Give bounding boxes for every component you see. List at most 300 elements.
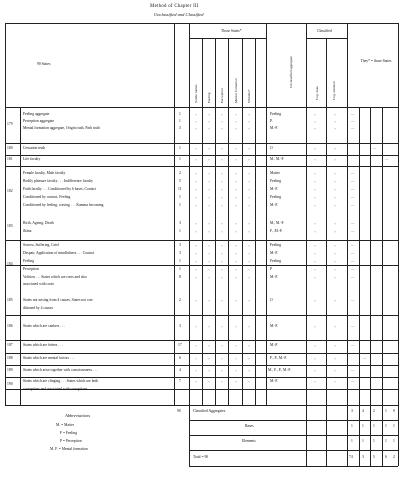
summary-cell: 5	[373, 455, 375, 459]
ditto-mark: ,,	[208, 195, 210, 199]
ditto-mark: ,,	[248, 324, 250, 328]
summary-cell: 1	[385, 424, 387, 428]
col-header-90-states: 90 States	[37, 62, 51, 66]
ditto-mark: ,,	[235, 243, 237, 247]
ditto-mark: ,,	[208, 171, 210, 175]
ditto-mark: ,,	[221, 157, 223, 161]
ditto-mark: ,,	[195, 368, 197, 372]
dash-mark: —	[351, 203, 355, 207]
ditto-mark: ,,	[334, 324, 336, 328]
ditto-mark: ,,	[334, 171, 336, 175]
summary-cell: 2	[393, 455, 395, 459]
row-aggregate: M.-F.	[270, 379, 279, 383]
row-count: 3	[179, 126, 181, 130]
ditto-mark: ,,	[235, 267, 237, 271]
ditto-mark: ,,	[208, 203, 210, 207]
row-count: 3	[179, 324, 181, 328]
ditto-mark: ,,	[208, 379, 210, 383]
ditto-mark: ,,	[195, 267, 197, 271]
ditto-mark: ,,	[195, 298, 197, 302]
ditto-mark: ,,	[235, 229, 237, 233]
ditto-mark: ,,	[334, 229, 336, 233]
summary-cell: 1	[362, 439, 364, 443]
row-label: Bodily pleasure faculty . . . Indifference faculty	[23, 179, 93, 183]
ditto-mark: ,,	[334, 119, 336, 123]
summary-cell: 4	[362, 409, 364, 413]
ditto-mark: ,,	[221, 298, 223, 302]
row-label: States which arise together with consciousness . . .	[23, 368, 98, 372]
ditto-mark: ,,	[195, 179, 197, 183]
col-header-nibbana: Nibbāna*	[247, 89, 251, 103]
summary-cell: 6	[385, 455, 387, 459]
ditto-mark: ,,	[334, 112, 336, 116]
ditto-mark: ,,	[195, 251, 197, 255]
ditto-mark: ,,	[195, 146, 197, 150]
ditto-mark: ,,	[195, 275, 197, 279]
ditto-mark: ,,	[314, 221, 316, 225]
ditto-mark: ,,	[248, 195, 250, 199]
ditto-mark: ,,	[195, 229, 197, 233]
ditto-mark: ,,	[221, 112, 223, 116]
ditto-mark: ,,	[208, 356, 210, 360]
ditto-mark: ,,	[314, 259, 316, 263]
row-count: 6	[179, 356, 181, 360]
ditto-mark: ,,	[314, 298, 316, 302]
ditto-mark: ,,	[221, 356, 223, 360]
row-count: 11	[178, 187, 182, 191]
row-number: 188	[7, 356, 13, 360]
ditto-mark: ,,	[314, 195, 316, 199]
page-header: Method of Chapter III	[150, 4, 199, 9]
ditto-mark: ,,	[195, 126, 197, 130]
ditto-mark: ,,	[314, 251, 316, 255]
abbreviation-item: F = Feeling	[60, 431, 78, 435]
ditto-mark: ,,	[314, 171, 316, 175]
ditto-mark: ,,	[314, 119, 316, 123]
row-aggregate: Feeling	[270, 179, 282, 183]
ditto-mark: ,,	[221, 379, 223, 383]
row-label: Volition . . . States which are roots and also	[23, 275, 87, 279]
ditto-mark: ,,	[195, 221, 197, 225]
ditto-mark: ,,	[334, 179, 336, 183]
dash-mark: —	[351, 119, 355, 123]
col-header-sublte-matter: Sublte matter	[194, 84, 198, 103]
ditto-mark: ,,	[208, 251, 210, 255]
ditto-mark: ,,	[248, 368, 250, 372]
dash-mark: —	[351, 112, 355, 116]
ditto-mark: ,,	[221, 343, 223, 347]
dash-mark: —	[351, 259, 355, 263]
row-label: States which are mental factors . . .	[23, 356, 75, 360]
summary-cell: 1	[373, 439, 375, 443]
row-label: Conditioned by contact, Feeling	[23, 195, 71, 199]
ditto-mark: ,,	[195, 324, 197, 328]
row-label: Life faculty	[23, 157, 41, 161]
ditto-mark: ,,	[314, 343, 316, 347]
ditto-mark: ,,	[235, 298, 237, 302]
ditto-mark: ,,	[314, 187, 316, 191]
row-label: Cessation truth	[23, 146, 46, 150]
ditto-mark: ,,	[195, 356, 197, 360]
row-aggregate: Feeling	[270, 112, 282, 116]
row-aggregate: M., M.-F.	[270, 157, 285, 161]
ditto-mark: ,,	[235, 179, 237, 183]
summary-cell: 0	[393, 409, 395, 413]
row-label: States not arising from 4 causes, States not con-	[23, 298, 94, 302]
ditto-mark: ,,	[221, 243, 223, 247]
ditto-mark: ,,	[334, 203, 336, 207]
row-number: 182	[7, 189, 13, 193]
abbreviation-item: M. F. = Mental formation	[50, 447, 88, 451]
abbreviation-item: M. = Matter	[56, 423, 74, 427]
row-label: Faith faculty . . . Conditioned by 6 bases, Contact	[23, 187, 97, 191]
ditto-mark: ,,	[208, 275, 210, 279]
ditto-mark: ,,	[221, 203, 223, 207]
ditto-mark: ,,	[235, 356, 237, 360]
ditto-mark: ,,	[208, 179, 210, 183]
ditto-mark: ,,	[195, 195, 197, 199]
row-count: 4	[179, 368, 181, 372]
col-header-classified: Classified	[317, 29, 332, 33]
ditto-mark: ,,	[195, 157, 197, 161]
dash-mark: —	[351, 298, 355, 302]
ditto-mark: ,,	[248, 259, 250, 263]
dash-mark: —	[351, 171, 355, 175]
row-label: Perception	[23, 267, 39, 271]
row-label: corruptions and associated with corruptions	[23, 387, 88, 391]
summary-cell: 1	[351, 424, 353, 428]
ditto-mark: ,,	[235, 251, 237, 255]
row-label: Mental formation aggregate, Origin truth, Path truth	[23, 126, 100, 130]
row-aggregate: M.-F.	[270, 126, 279, 130]
row-label: ditioned by 4 causes	[23, 306, 54, 310]
row-count: 2	[179, 298, 181, 302]
page-subheader: Unclassified and Classified	[154, 12, 204, 17]
row-label: States which are clinging . . . States which are both	[23, 379, 99, 383]
summary-cell: 1	[373, 424, 375, 428]
row-aggregate: Feeling	[270, 259, 282, 263]
row-label: Feeling aggregate	[23, 112, 50, 116]
row-label: States which are fetters . . .	[23, 343, 63, 347]
row-number: 189	[7, 368, 13, 372]
row-aggregate: M., M.-F.	[270, 221, 285, 225]
summary-cell: 1	[385, 409, 387, 413]
ditto-mark: ,,	[248, 229, 250, 233]
row-aggregate: O	[270, 146, 273, 150]
row-number: 185	[7, 298, 13, 302]
ditto-mark: ,,	[314, 112, 316, 116]
row-count: 1	[179, 229, 181, 233]
row-aggregate: P	[270, 267, 273, 271]
ditto-mark: ,,	[208, 259, 210, 263]
ditto-mark: ,,	[334, 146, 336, 150]
ditto-mark: ,,	[208, 267, 210, 271]
ditto-mark: ,,	[248, 119, 250, 123]
dash-mark: —	[351, 229, 355, 233]
ditto-mark: ,,	[334, 379, 336, 383]
row-number: 181	[7, 157, 13, 161]
row-label: Perception aggregate	[23, 119, 55, 123]
summary-elements-label: Elements	[242, 439, 256, 443]
dash-mark: —	[351, 221, 355, 225]
abbreviations-title: Abbreviations	[65, 413, 91, 418]
ditto-mark: ,,	[248, 112, 250, 116]
row-count: 1	[179, 203, 181, 207]
ditto-mark: ,,	[314, 203, 316, 207]
ditto-mark: ,,	[208, 229, 210, 233]
ditto-mark: ,,	[195, 259, 197, 263]
row-count: 3	[179, 221, 181, 225]
col-header-perception: Perception	[220, 88, 224, 103]
dash-mark: —	[385, 157, 389, 161]
row-count: 1	[179, 195, 181, 199]
ditto-mark: ,,	[208, 146, 210, 150]
row-label: Birth, Ageing, Death	[23, 221, 54, 225]
ditto-mark: ,,	[334, 195, 336, 199]
ditto-mark: ,,	[221, 368, 223, 372]
col-header-mental-formation: Mental formation	[234, 78, 238, 103]
ditto-mark: ,,	[334, 251, 336, 255]
ditto-mark: ,,	[208, 324, 210, 328]
dash-mark: —	[351, 324, 355, 328]
ditto-mark: ,,	[248, 171, 250, 175]
dash-mark: —	[351, 368, 355, 372]
summary-cell: 1	[393, 424, 395, 428]
ditto-mark: ,,	[221, 251, 223, 255]
summary-bases-label: Bases	[245, 424, 254, 428]
ditto-mark: ,,	[221, 324, 223, 328]
row-aggregate: M., F., P., M.-F.	[268, 368, 292, 372]
row-number: 179	[7, 122, 13, 126]
ditto-mark: ,,	[248, 146, 250, 150]
row-aggregate: M.-F.	[270, 324, 279, 328]
ditto-mark: ,,	[208, 298, 210, 302]
ditto-mark: ,,	[334, 157, 336, 161]
row-label: Sorrow, Suffering, Grief	[23, 243, 59, 247]
ditto-mark: ,,	[334, 187, 336, 191]
ditto-mark: ,,	[235, 157, 237, 161]
ditto-mark: ,,	[248, 203, 250, 207]
dash-mark: —	[351, 343, 355, 347]
row-count: 3	[179, 251, 181, 255]
ditto-mark: ,,	[221, 275, 223, 279]
ditto-mark: ,,	[235, 146, 237, 150]
row-aggregate: F., P., M.-F.	[270, 356, 288, 360]
row-aggregate: P.	[270, 119, 273, 123]
col-header-those-states: Those States*	[221, 29, 242, 33]
ditto-mark: ,,	[195, 203, 197, 207]
row-aggregate: M.-F.	[270, 187, 279, 191]
ditto-mark: ,,	[235, 203, 237, 207]
ditto-mark: ,,	[221, 146, 223, 150]
summary-cell: 1	[351, 439, 353, 443]
abbreviation-item: P = Perception	[60, 439, 82, 443]
ditto-mark: ,,	[195, 112, 197, 116]
ditto-mark: ,,	[334, 356, 336, 360]
ditto-mark: ,,	[334, 343, 336, 347]
ditto-mark: ,,	[221, 179, 223, 183]
ditto-mark: ,,	[314, 379, 316, 383]
row-number: 186	[7, 324, 13, 328]
ditto-mark: ,,	[334, 259, 336, 263]
row-label: Female faculty, Male faculty	[23, 171, 66, 175]
col-header-cog-element: Cog. element	[332, 81, 336, 100]
summary-total-count: 90	[177, 409, 181, 413]
row-aggregate: Feeling	[270, 195, 282, 199]
ditto-mark: ,,	[314, 275, 316, 279]
ditto-mark: ,,	[235, 324, 237, 328]
ditto-mark: ,,	[208, 187, 210, 191]
ditto-mark: ,,	[235, 195, 237, 199]
ditto-mark: ,,	[235, 221, 237, 225]
ditto-mark: ,,	[334, 126, 336, 130]
ditto-mark: ,,	[208, 243, 210, 247]
ditto-mark: ,,	[221, 119, 223, 123]
ditto-mark: ,,	[235, 119, 237, 123]
dash-mark: —	[351, 126, 355, 130]
ditto-mark: ,,	[235, 126, 237, 130]
ditto-mark: ,,	[208, 126, 210, 130]
row-count: 7	[179, 379, 181, 383]
ditto-mark: ,,	[248, 298, 250, 302]
ditto-mark: ,,	[314, 229, 316, 233]
dash-mark: —	[351, 267, 355, 271]
row-label: Jhāna	[23, 229, 32, 233]
summary-cell: 74	[349, 455, 353, 459]
ditto-mark: ,,	[248, 267, 250, 271]
row-aggregate: O	[270, 298, 273, 302]
row-count: 1	[179, 267, 181, 271]
col-header-cog-base: Cog. base	[315, 86, 319, 100]
row-count: 5	[179, 179, 181, 183]
ditto-mark: ,,	[195, 119, 197, 123]
dash-mark: —	[363, 356, 367, 360]
ditto-mark: ,,	[248, 343, 250, 347]
summary-cell: 3	[362, 455, 364, 459]
row-count: 1	[179, 119, 181, 123]
ditto-mark: ,,	[221, 229, 223, 233]
ditto-mark: ,,	[314, 243, 316, 247]
ditto-mark: ,,	[248, 275, 250, 279]
ditto-mark: ,,	[334, 243, 336, 247]
ditto-mark: ,,	[248, 179, 250, 183]
ditto-mark: ,,	[208, 157, 210, 161]
ditto-mark: ,,	[195, 187, 197, 191]
ditto-mark: ,,	[221, 171, 223, 175]
row-count: 3	[179, 243, 181, 247]
ditto-mark: ,,	[314, 267, 316, 271]
ditto-mark: ,,	[248, 187, 250, 191]
dash-mark: —	[351, 179, 355, 183]
ditto-mark: ,,	[235, 379, 237, 383]
ditto-mark: ,,	[208, 221, 210, 225]
row-label: Conditioned by feeling, craving . . . Kamma becoming	[23, 203, 104, 207]
summary-total-label: Total = 90	[193, 455, 209, 459]
ditto-mark: ,,	[221, 126, 223, 130]
ditto-mark: ,,	[314, 324, 316, 328]
ditto-mark: ,,	[235, 259, 237, 263]
ditto-mark: ,,	[235, 171, 237, 175]
row-label: Despair, Application of mindfulness . . . Contact	[23, 251, 95, 255]
ditto-mark: ,,	[248, 251, 250, 255]
row-aggregate: M.-F.	[270, 203, 279, 207]
row-aggregate: Matter	[270, 171, 280, 175]
row-aggregate: M.-F.	[270, 275, 279, 279]
row-count: 1	[179, 259, 181, 263]
ditto-mark: ,,	[221, 259, 223, 263]
summary-cell: 3	[351, 409, 353, 413]
ditto-mark: ,,	[221, 187, 223, 191]
dash-mark: —	[373, 146, 377, 150]
row-label: States which are cankers . . .	[23, 324, 65, 328]
row-aggregate: M.-F.	[270, 251, 279, 255]
row-number: 183	[7, 224, 13, 228]
row-label: Feeling	[23, 259, 35, 263]
ditto-mark: ,,	[235, 275, 237, 279]
ditto-mark: ,,	[314, 126, 316, 130]
ditto-mark: ,,	[334, 221, 336, 225]
row-label: associated with roots	[23, 282, 54, 286]
summary-cell: 1	[385, 439, 387, 443]
ditto-mark: ,,	[208, 112, 210, 116]
dash-mark: —	[351, 251, 355, 255]
ditto-mark: ,,	[314, 368, 316, 372]
ditto-mark: ,,	[221, 267, 223, 271]
row-aggregate: Feeling	[270, 243, 282, 247]
row-count: 2	[179, 171, 181, 175]
row-count: 8	[179, 275, 181, 279]
ditto-mark: ,,	[235, 368, 237, 372]
ditto-mark: ,,	[248, 126, 250, 130]
row-count: 17	[178, 343, 182, 347]
col-header-feeling: Feeling	[207, 92, 211, 103]
ditto-mark: ,,	[235, 112, 237, 116]
ditto-mark: ,,	[314, 157, 316, 161]
row-number: 180	[7, 146, 13, 150]
summary-classified-aggregates-label: Classified Aggregates	[193, 409, 226, 413]
row-number: 184	[7, 262, 13, 266]
ditto-mark: ,,	[195, 379, 197, 383]
row-number: 190	[7, 382, 13, 386]
ditto-mark: ,,	[208, 368, 210, 372]
ditto-mark: ,,	[221, 221, 223, 225]
ditto-mark: ,,	[248, 379, 250, 383]
summary-cell: 1	[393, 439, 395, 443]
ditto-mark: ,,	[208, 343, 210, 347]
dash-mark: —	[351, 243, 355, 247]
summary-cell: 2	[373, 409, 375, 413]
ditto-mark: ,,	[334, 275, 336, 279]
row-aggregate: M.-F.	[270, 343, 279, 347]
ditto-mark: ,,	[195, 171, 197, 175]
row-count: 1	[179, 157, 181, 161]
ditto-mark: ,,	[195, 343, 197, 347]
dash-mark: —	[351, 187, 355, 191]
ditto-mark: ,,	[334, 267, 336, 271]
ditto-mark: ,,	[314, 146, 316, 150]
ditto-mark: ,,	[235, 343, 237, 347]
ditto-mark: ,,	[314, 179, 316, 183]
ditto-mark: ,,	[208, 119, 210, 123]
row-aggregate: F., M.-F.	[270, 229, 283, 233]
row-number: 187	[7, 343, 13, 347]
col-header-they: They* = those States	[360, 59, 392, 63]
dash-mark: —	[351, 195, 355, 199]
ditto-mark: ,,	[334, 368, 336, 372]
ditto-mark: ,,	[248, 221, 250, 225]
row-count: 1	[179, 146, 181, 150]
summary-cell: 1	[362, 424, 364, 428]
